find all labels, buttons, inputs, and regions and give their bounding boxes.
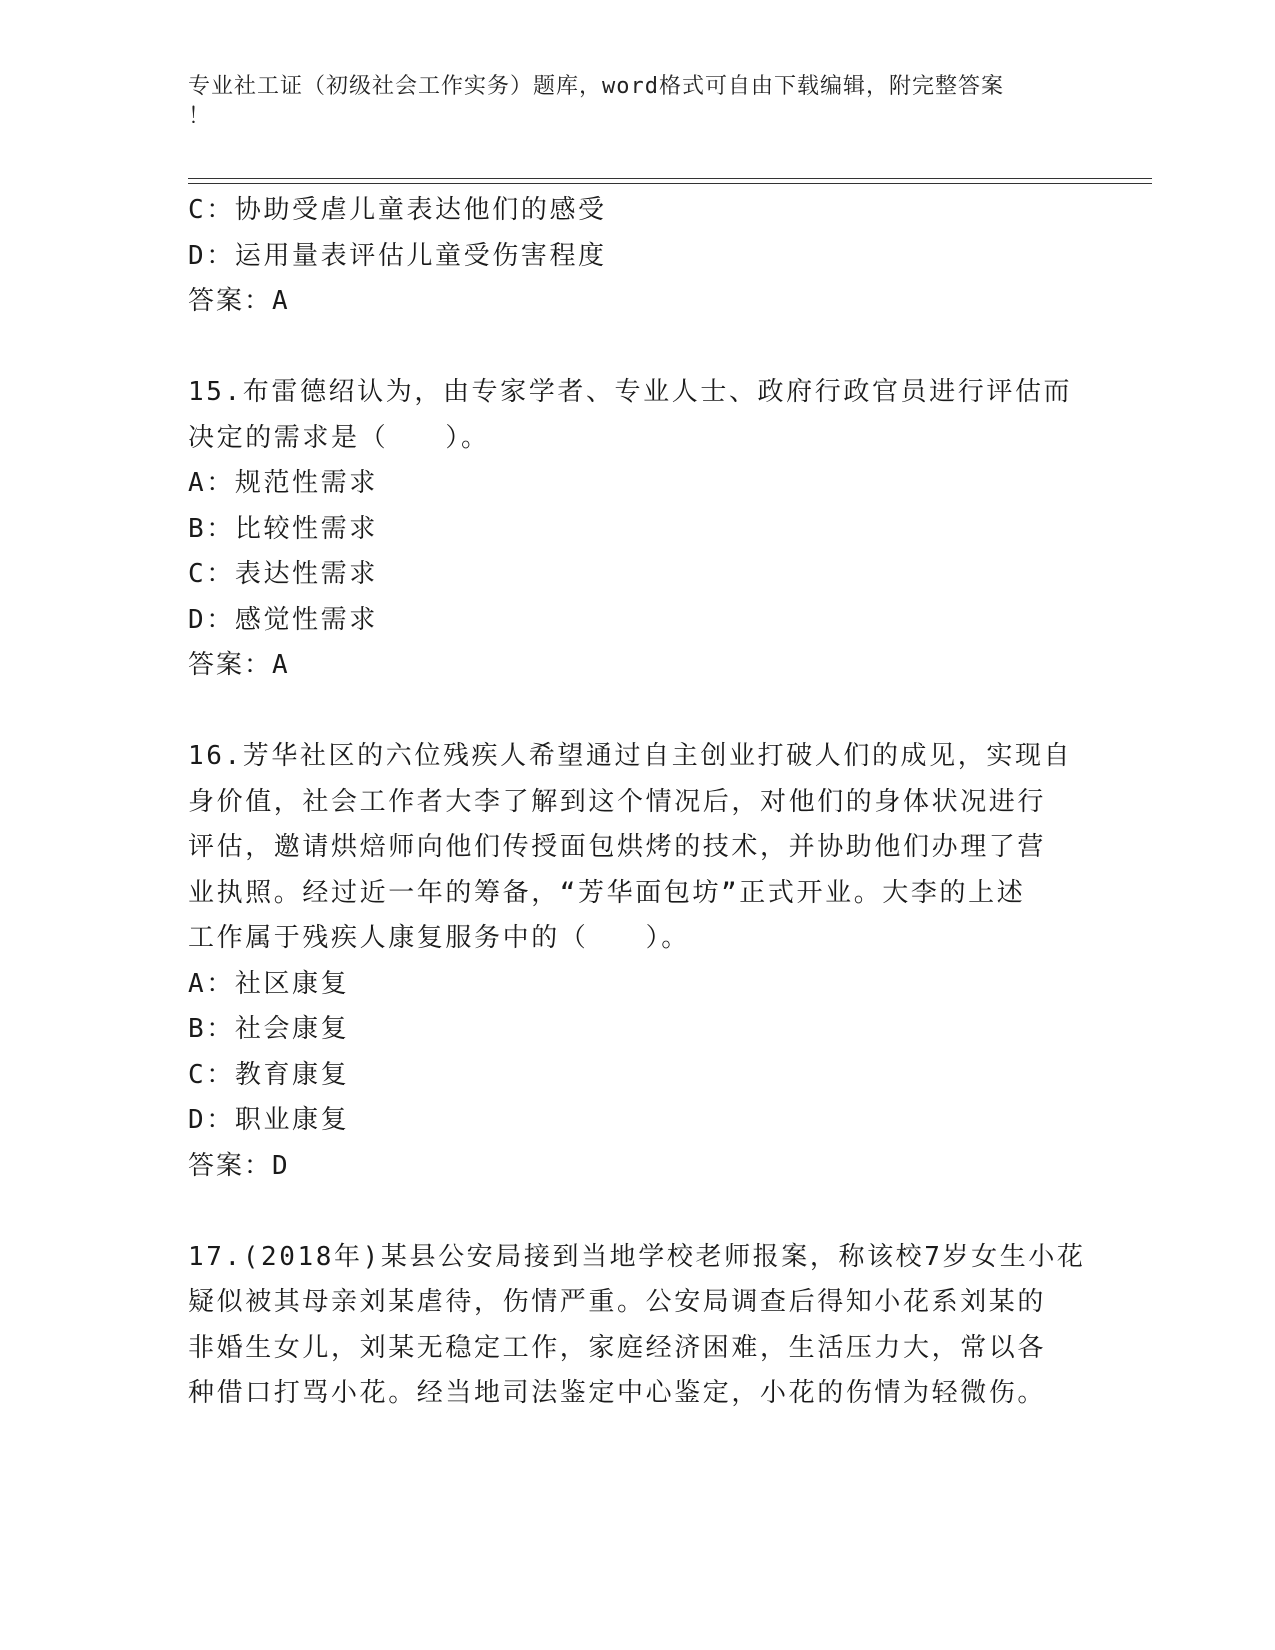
question-17 — [188, 1235, 1088, 1417]
question-stem: 身价值，社会工作者大李了解到这个情况后，对他们的身体状况进行 — [188, 786, 1047, 817]
page-header — [188, 72, 1068, 132]
option-d: D：感觉性需求 — [188, 604, 378, 635]
question-stem: 15.布雷德绍认为，由专家学者、专业人士、政府行政官员进行评估而 — [188, 377, 1073, 407]
question-stem: 非婚生女儿，刘某无稳定工作，家庭经济困难，生活压力大，常以各 — [188, 1332, 1047, 1363]
option-b: B：社会康复 — [188, 1014, 350, 1044]
question-15 — [188, 370, 1088, 689]
header-title-continuation: ！ — [188, 104, 212, 129]
answer: 答案：A — [188, 650, 290, 680]
question-stem: 种借口打骂小花。经当地司法鉴定中心鉴定，小花的伤情为轻微伤。 — [188, 1378, 1047, 1408]
spacer — [188, 689, 1088, 735]
option-b: B：比较性需求 — [188, 513, 378, 544]
question-16 — [188, 734, 1088, 1189]
question-stem: 决定的需求是（ ）。 — [188, 422, 490, 453]
answer: 答案：A — [188, 286, 290, 316]
spacer — [188, 325, 1088, 371]
option-a: A：社区康复 — [188, 968, 350, 999]
option-c: C：表达性需求 — [188, 559, 378, 589]
header-divider-top — [188, 178, 1152, 179]
option-c: C：协助受虐儿童表达他们的感受 — [188, 195, 607, 225]
question-stem: 17.(2018年)某县公安局接到当地学校老师报案，称该校7岁女生小花 — [188, 1241, 1086, 1272]
option-c: C：教育康复 — [188, 1059, 350, 1090]
question-14-tail — [188, 188, 1088, 325]
document-body — [188, 188, 1088, 1417]
question-stem: 16.芳华社区的六位残疾人希望通过自主创业打破人们的成见，实现自 — [188, 741, 1073, 771]
option-d: D：运用量表评估儿童受伤害程度 — [188, 240, 607, 271]
option-a: A：规范性需求 — [188, 468, 378, 498]
spacer — [188, 1189, 1088, 1235]
question-stem: 业执照。经过近一年的筹备，“芳华面包坊”正式开业。大李的上述 — [188, 877, 1026, 908]
option-d: D：职业康复 — [188, 1105, 350, 1135]
question-stem: 疑似被其母亲刘某虐待，伤情严重。公安局调查后得知小花系刘某的 — [188, 1287, 1047, 1317]
question-stem: 评估，邀请烘焙师向他们传授面包烘烤的技术，并协助他们办理了营 — [188, 832, 1047, 862]
answer: 答案：D — [188, 1150, 290, 1181]
header-title: 专业社工证（初级社会工作实务）题库，word格式可自由下载编辑，附完整答案 — [188, 74, 1004, 99]
question-stem: 工作属于残疾人康复服务中的（ ）。 — [188, 923, 690, 953]
header-divider-bottom — [188, 183, 1152, 184]
